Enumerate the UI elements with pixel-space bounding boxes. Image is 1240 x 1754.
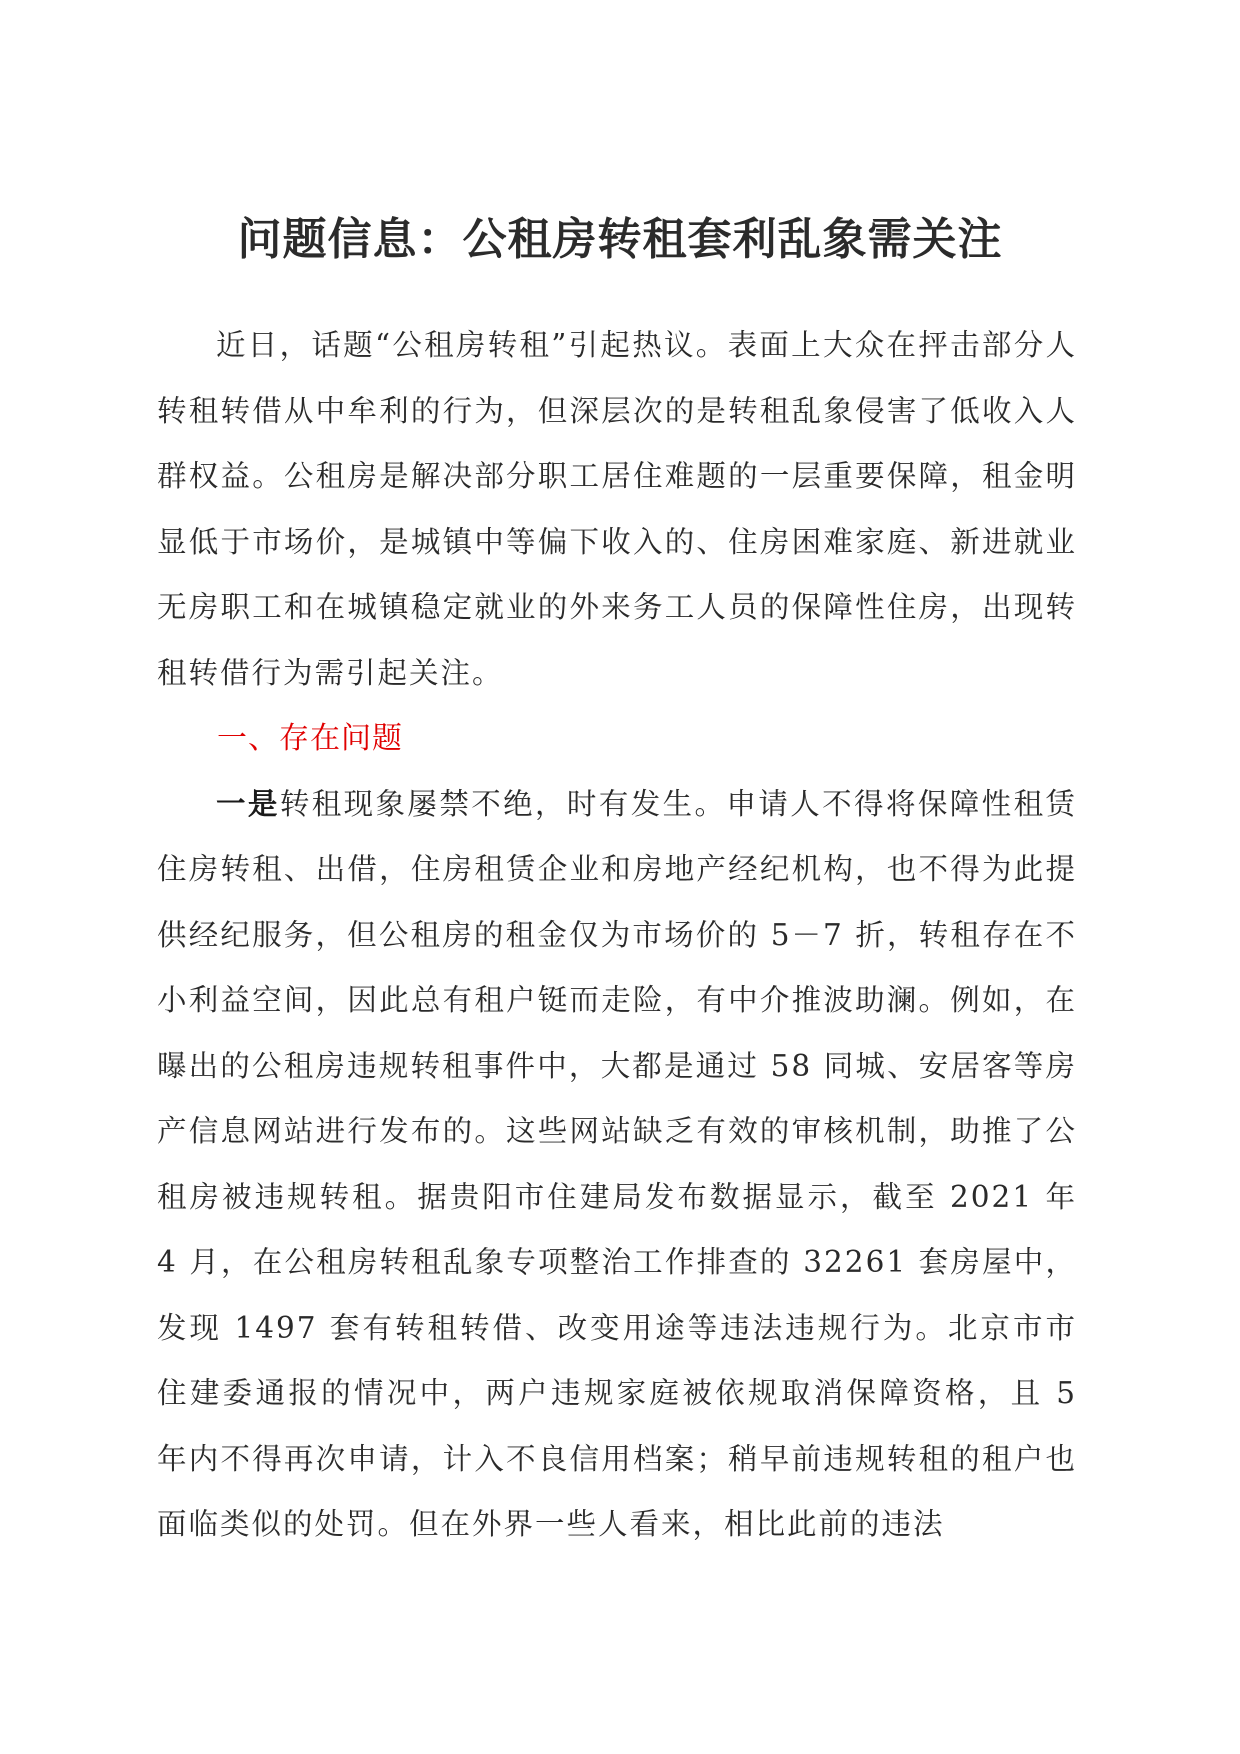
section-heading: 一、存在问题 (217, 721, 403, 756)
point-1-text: 转租现象屡禁不绝，时有发生。申请人不得将保障性租赁住房转租、出借，住房租赁企业和房地产经纪机构，也不得为此提供经纪服务，但公租房的租金仅为市场价的 5－7 折，转租存在不小利益空间，因此总有租户铤而走险，有中介推波助澜。例如，在曝出的公租房违规转租事件中，大都是通过 58 同城、安居客等房产信息网站进行发布的。这些网站缺乏有效的审核机制，助推了公租房被违规转租。据贵阳市住建局发布数据显示，截至 2021 年 4 月，在公租房转租乱象专项整治工作排查的 32261 套房屋中，发现 1497 套有转租转借、改变用途等违法违规行为。北京市市住建委通报的情况中，两户违规家庭被依规取消保障资格，且 5 年内不得再次申请，计入不良信用档案；稍早前违规转租的租户也面临类似的处罚。但在外界一些人看来，相比此前的违法 (157, 786, 1077, 1541)
point-1-lead: 一是 (216, 786, 280, 821)
document-title: 问题信息：公租房转租套利乱象需关注 (237, 214, 1003, 265)
point-1-paragraph (157, 772, 1077, 1558)
document-body (157, 313, 1077, 1558)
intro-paragraph: 近日，话题“公租房转租”引起热议。表面上大众在抨击部分人转租转借从中牟利的行为，但深层次的是转租乱象侵害了低收入人群权益。公租房是解决部分职工居住难题的一层重要保障，租金明显低于市场价，是城镇中等偏下收入的、住房困难家庭、新进就业无房职工和在城镇稳定就业的外来务工人员的保障性住房，出现转租转借行为需引起关注。 (157, 328, 1077, 690)
